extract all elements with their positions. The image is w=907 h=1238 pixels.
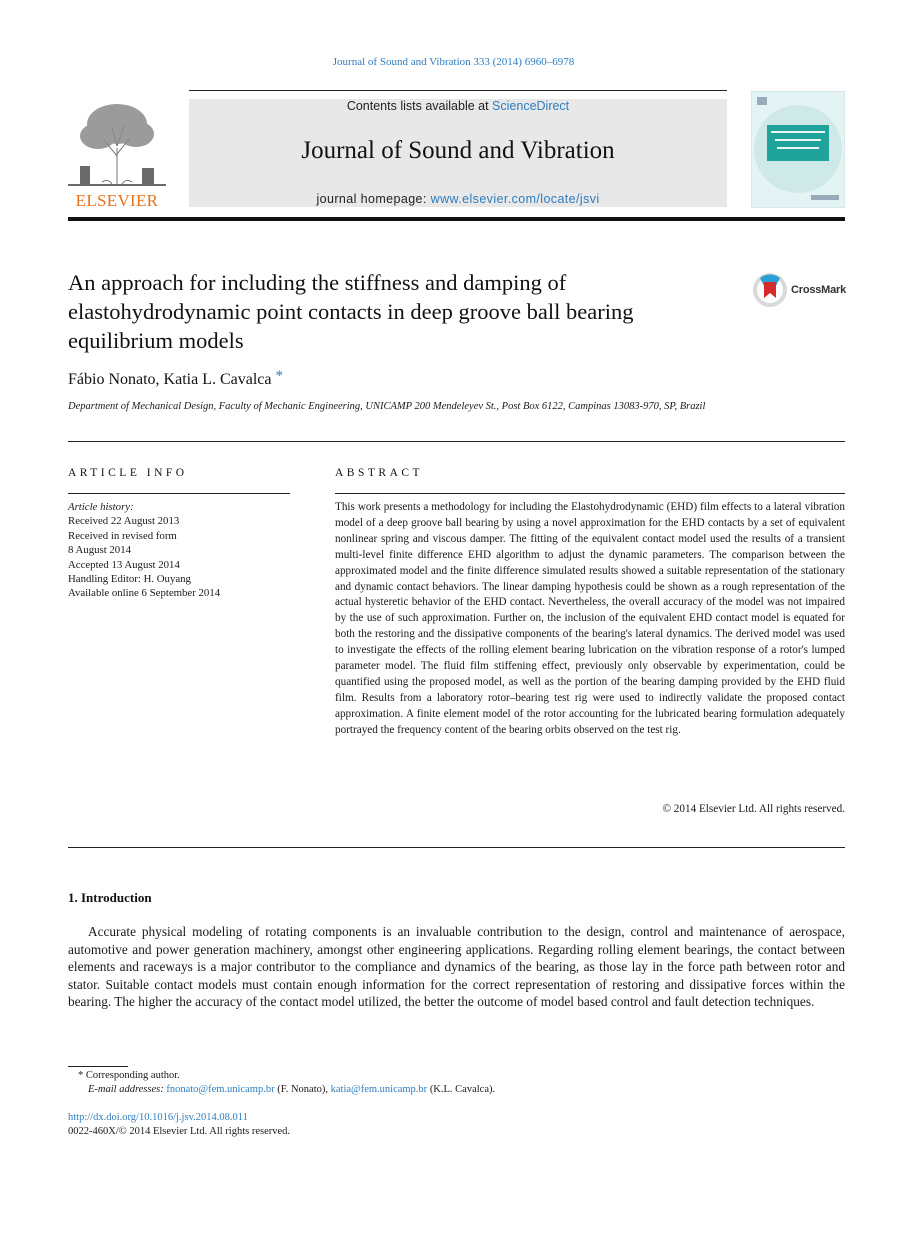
article-title: An approach for including the stiffness and damping of elastohydrodynamic point contacts in deep groove ball bearing equilibrium models xyxy=(68,270,634,353)
author-names: Fábio Nonato, Katia L. Cavalca xyxy=(68,371,272,388)
email-addresses-note xyxy=(88,1084,495,1095)
email-owner-nonato: (F. Nonato), xyxy=(274,1084,331,1095)
crossmark-label[interactable]: CrossMark xyxy=(791,284,847,296)
journal-citation-link[interactable]: Journal of Sound and Vibration 333 (2014) 6960–6978 xyxy=(332,56,575,68)
author-affiliation: Department of Mechanical Design, Faculty of Mechanic Engineering, UNICAMP 200 Mendeleyev St., Post Box 6122, Campinas 13083-970, SP, Brazil xyxy=(68,401,706,412)
history-item: Accepted 13 August 2014 xyxy=(68,558,180,571)
email-link-cavalca[interactable]: katia@fem.unicamp.br xyxy=(330,1084,428,1095)
journal-title: Journal of Sound and Vibration xyxy=(301,137,615,164)
homepage-prefix: journal homepage: xyxy=(316,192,431,206)
history-label: Article history: xyxy=(68,501,134,513)
contents-lists-line xyxy=(189,99,727,113)
journal-homepage-link[interactable]: www.elsevier.com/locate/jsvi xyxy=(430,192,600,206)
article-info-rule xyxy=(68,493,290,494)
abstract-copyright: © 2014 Elsevier Ltd. All rights reserved. xyxy=(662,803,845,815)
affiliation-divider xyxy=(68,441,845,442)
header-bottom-rule xyxy=(68,217,845,221)
journal-cover-thumbnail[interactable] xyxy=(751,91,845,208)
abstract-heading: ABSTRACT xyxy=(335,467,424,479)
history-item: Received in revised form xyxy=(68,529,177,542)
contents-prefix: Contents lists available at xyxy=(346,99,493,113)
article-history xyxy=(68,500,298,601)
history-item: 8 August 2014 xyxy=(68,544,131,557)
history-item: Available online 6 September 2014 xyxy=(68,587,221,600)
history-item: Received 22 August 2013 xyxy=(68,515,180,528)
introduction-paragraph: Accurate physical modeling of rotating components is an invaluable contribution to the design, control and maintenance of aerospace, automotive and power generation machinery, amongst other engineering applications. Regarding rolling element bearings, the contact between elements and raceways is a major contributor to the compliance and dynamics of the bearing, as those lay in the force path between rotor and stator. Suitable contact models must contain enough information for the correct representation of restoring and dissipative forces within the bearing. The higher the accuracy of the contact model utilized, the better the outcome of model based control and fault detection techniques. xyxy=(68,924,845,1009)
email-owner-cavalca: (K.L. Cavalca). xyxy=(427,1084,496,1095)
journal-homepage-line xyxy=(189,192,727,206)
corresponding-author-link[interactable]: * xyxy=(275,368,283,384)
issn-line: 0022-460X/© 2014 Elsevier Ltd. All rights reserved. xyxy=(68,1126,291,1137)
author-list xyxy=(68,368,283,389)
abstract-bottom-rule xyxy=(68,847,845,848)
header-top-rule xyxy=(189,90,727,91)
sciencedirect-link[interactable]: ScienceDirect xyxy=(492,99,570,113)
abstract-body: This work presents a methodology for including the Elastohydrodynamic (EHD) film effects to a lateral vibration model of a deep groove ball bearing by using a novel approximation for the EHD contacts by a set of equivalent nonlinear spring and viscous damper. The fitting of the equivalent contact model used the results of a transient multi-level finite difference EHD algorithm to adjust the dynamic parameters. The comparison between the approximated model and the finite difference simulated results showed a suitable representation of the stationary and dynamic contact behaviors. The linear damping hypothesis could be shown as a rough representation of the actual hysteretic behavior of the EHD contact. Nevertheless, the overall accuracy of the model was not impaired by the use of such approximation. Further on, the inclusion of the equivalent EHD contact model is equated for both the restoring and the dissipative components of the bearing's lateral dynamics. The derived model was used to investigate the effects of the rolling element bearing lubrication on the vibration response of a rotor's lumped parameter model. The fluid film stiffening effect, previously only observable by experimentation, could be quantified using the proposed model, as well as the portion of the bearing damping provided by the EHD fluid film. Results from a laboratory rotor–bearing test rig were used to indirectly validate the proposed contact approximation. A finite element model of the rotor accounting for the lubricated bearing formulation adequately portrayed the frequency content of the bearing orbits observed on the test rig. xyxy=(335,501,845,736)
history-item: Handling Editor: H. Ouyang xyxy=(68,573,191,586)
email-label: E-mail addresses: xyxy=(88,1084,164,1095)
footnote-rule xyxy=(68,1066,128,1067)
doi-link[interactable]: http://dx.doi.org/10.1016/j.jsv.2014.08.011 xyxy=(68,1112,248,1123)
elsevier-wordmark: ELSEVIER xyxy=(75,191,159,210)
email-link-nonato[interactable]: fnonato@fem.unicamp.br xyxy=(166,1084,275,1095)
corresponding-author-note: * Corresponding author. xyxy=(78,1070,180,1081)
abstract-rule xyxy=(335,493,845,494)
introduction-heading: 1. Introduction xyxy=(68,890,152,905)
article-info-heading: ARTICLE INFO xyxy=(68,467,188,479)
